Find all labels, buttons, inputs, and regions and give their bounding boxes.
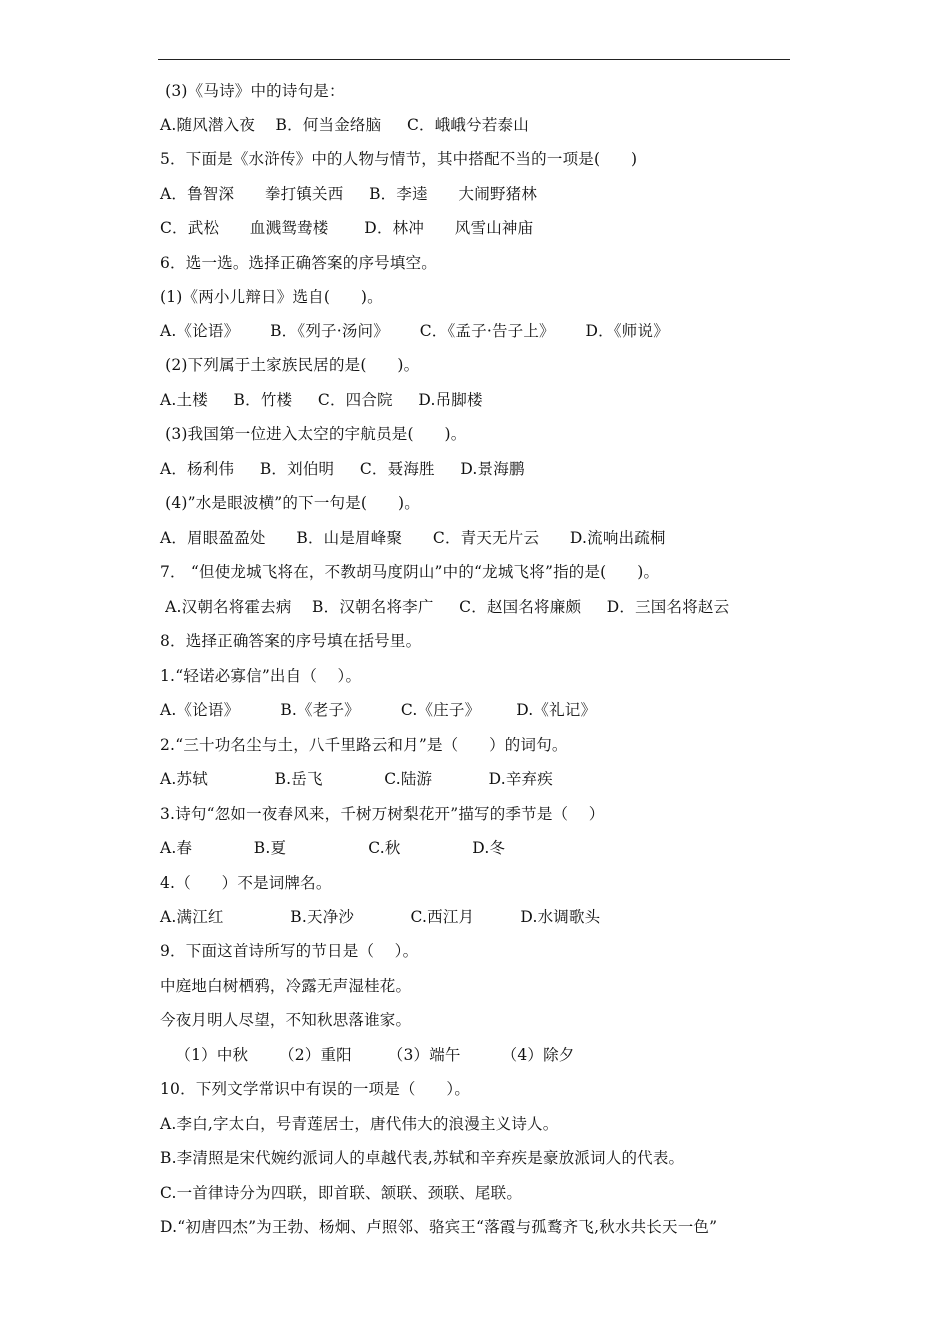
- q4-sub3-prompt: (3)《马诗》中的诗句是：: [160, 82, 345, 100]
- q7-prompt: 7． “但使龙城飞将在，不教胡马度阴山”中的“龙城飞将”指的是( )。: [160, 563, 660, 581]
- q10-option-c: C.一首律诗分为四联，即首联、颔联、颈联、尾联。: [160, 1184, 523, 1202]
- q6-sub3-options: A．杨利伟 B．刘伯明 C．聂海胜 D.景海鹏: [160, 460, 525, 478]
- q10-option-b: B.李清照是宋代婉约派词人的卓越代表,苏轼和辛弃疾是豪放派词人的代表。: [160, 1149, 685, 1167]
- q6-prompt: 6．选一选。选择正确答案的序号填空。: [160, 254, 437, 272]
- q8-sub3-prompt: 3.诗句“忽如一夜春风来，千树万树梨花开”描写的季节是（ ）: [160, 805, 605, 823]
- q8-sub3-options: A.春 B.夏 C.秋 D.冬: [160, 839, 506, 857]
- q7-options: A.汉朝名将霍去病 B．汉朝名将李广 C．赵国名将廉颇 D．三国名将赵云: [160, 598, 730, 616]
- q10-prompt: 10．下列文学常识中有误的一项是（ ）。: [160, 1080, 471, 1098]
- q8-sub1-prompt: 1.“轻诺必寡信”出自（ ）。: [160, 667, 362, 685]
- q6-sub3-prompt: (3)我国第一位进入太空的宇航员是( )。: [160, 425, 467, 443]
- q9-poem-line2: 今夜月明人尽望，不知秋思落谁家。: [160, 1011, 412, 1029]
- q8-sub4-options: A.满江红 B.天净沙 C.西江月 D.水调歌头: [160, 908, 601, 926]
- q6-sub2-prompt: (2)下列属于土家族民居的是( )。: [160, 356, 420, 374]
- q6-sub4-options: A．眉眼盈盈处 B．山是眉峰聚 C．青天无片云 D.流响出疏桐: [160, 529, 666, 547]
- q9-options: （1）中秋 （2）重阳 （3）端午 （4）除夕: [160, 1046, 575, 1064]
- q10-option-d: D.“初唐四杰”为王勃、杨炯、卢照邻、骆宾王“落霞与孤鹜齐飞,秋水共长天一色”: [160, 1218, 718, 1236]
- q4-sub3-options: A.随风潜入夜 B．何当金络脑 C．峨峨兮若泰山: [160, 116, 529, 134]
- q8-prompt: 8．选择正确答案的序号填在括号里。: [160, 632, 422, 650]
- q5-prompt: 5．下面是《水浒传》中的人物与情节，其中搭配不当的一项是( ): [160, 150, 638, 168]
- q5-options-cd: C．武松 血溅鸳鸯楼 D．林冲 风雪山神庙: [160, 219, 534, 237]
- q6-sub4-prompt: (4)”水是眼波横”的下一句是( )。: [160, 494, 420, 512]
- q6-sub1-prompt: (1)《两小儿辩日》选自( )。: [160, 288, 383, 306]
- q9-prompt: 9．下面这首诗所写的节日是（ ）。: [160, 942, 419, 960]
- q8-sub2-prompt: 2.“三十功名尘与土，八千里路云和月”是（ ）的词句。: [160, 736, 568, 754]
- q6-sub1-options: A.《论语》 B．《列子·汤问》 C．《孟子·告子上》 D．《师说》: [160, 322, 669, 340]
- q6-sub2-options: A.土楼 B．竹楼 C．四合院 D.吊脚楼: [160, 391, 483, 409]
- q8-sub1-options: A.《论语》 B.《老子》 C.《庄子》 D.《礼记》: [160, 701, 597, 719]
- q8-sub2-options: A.苏轼 B.岳飞 C.陆游 D.辛弃疾: [160, 770, 553, 788]
- q9-poem-line1: 中庭地白树栖鸦，冷露无声湿桂花。: [160, 977, 412, 995]
- q10-option-a: A.李白,字太白，号青莲居士，唐代伟大的浪漫主义诗人。: [160, 1115, 559, 1133]
- header-rule: [158, 59, 790, 60]
- q5-options-ab: A．鲁智深 拳打镇关西 B．李逵 大闹野猪林: [160, 185, 538, 203]
- q8-sub4-prompt: 4.（ ）不是词牌名。: [160, 874, 332, 892]
